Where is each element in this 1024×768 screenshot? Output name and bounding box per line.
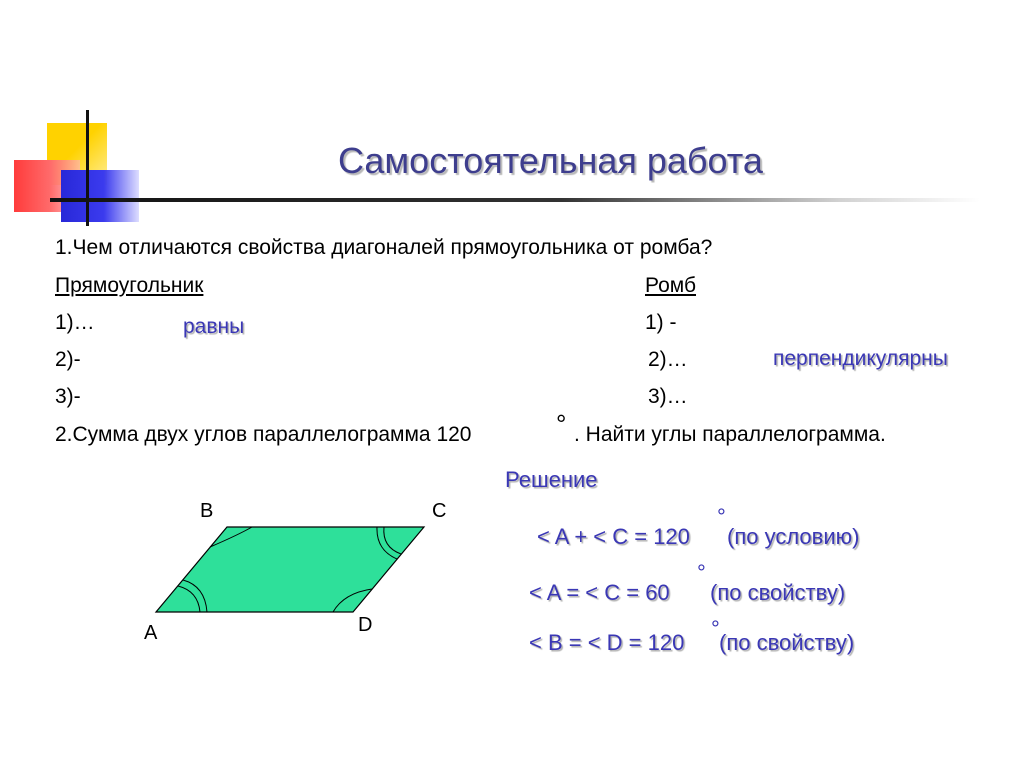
solution-line-1-degree: °: [717, 504, 726, 529]
solution-line-2-degree: °: [697, 560, 706, 585]
question-2-part1: 2.Сумма двух углов параллелограмма 120: [55, 423, 472, 446]
vertex-label-d: D: [358, 614, 373, 636]
vertex-label-a: A: [144, 622, 158, 644]
decor-blue-square: [61, 170, 139, 222]
decor-vertical-line: [86, 110, 89, 226]
solution-line-1-note: (по условию): [727, 524, 860, 549]
rectangle-header: Прямоугольник: [55, 274, 204, 297]
rectangle-item-2: 2)-: [55, 348, 81, 371]
rectangle-item-1: 1)…: [55, 311, 95, 334]
solution-line-3-expr: < B = < D = 120: [529, 630, 685, 655]
solution-line-2-note: (по свойству): [710, 580, 846, 605]
rhombus-header: Ромб: [645, 274, 696, 297]
question-1: 1.Чем отличаются свойства диагоналей прямоугольника от ромба?: [55, 236, 713, 259]
vertex-label-c: C: [432, 500, 447, 522]
rectangle-item-3: 3)-: [55, 385, 81, 408]
answer-equal: равны: [183, 315, 245, 338]
vertex-label-b: B: [200, 500, 214, 522]
rhombus-item-2: 2)…: [648, 348, 688, 371]
rhombus-item-3: 3)…: [648, 385, 688, 408]
solution-heading: Решение: [505, 467, 598, 492]
solution-line-2-expr: < A = < C = 60: [529, 580, 670, 605]
solution-line-3-degree: °: [711, 616, 720, 641]
answer-perpendicular: перпендикулярны: [773, 347, 948, 370]
solution-line-1-expr: < A + < C = 120: [537, 524, 690, 549]
parallelogram-figure: [150, 525, 440, 620]
slide-title: Самостоятельная работа: [338, 140, 763, 181]
question-2-part2: . Найти углы параллелограмма.: [574, 423, 886, 446]
solution-line-3-note: (по свойству): [719, 630, 855, 655]
question-2-degree: °: [556, 409, 567, 439]
rhombus-item-1: 1) -: [645, 311, 677, 334]
title-underline: [50, 198, 980, 202]
